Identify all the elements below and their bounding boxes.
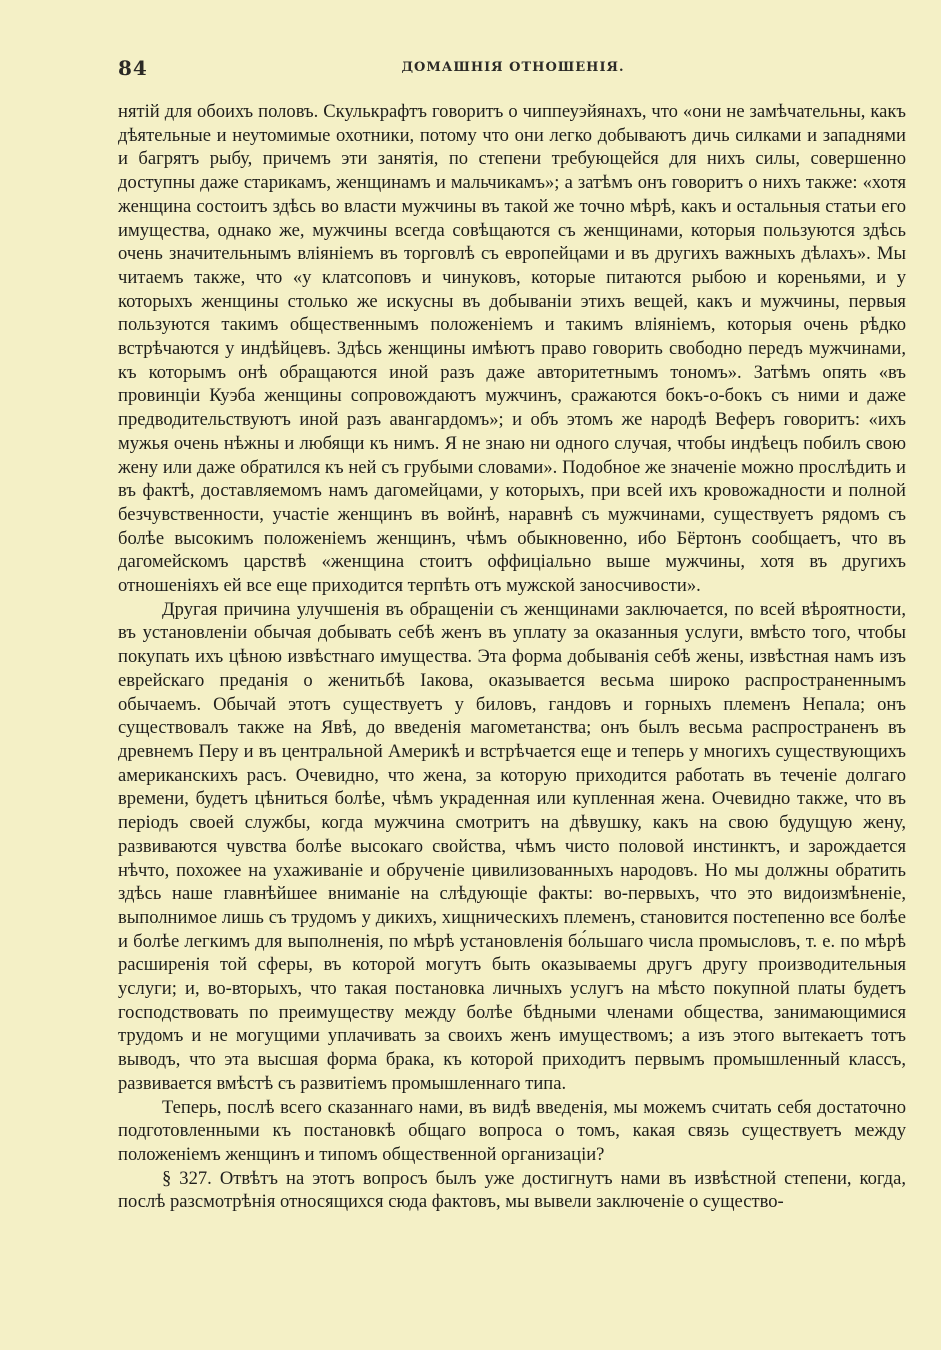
- paragraph-service-marriage: Другая причина улучшенія въ обращеніи съ женщинами заключается, по всей вѣроятности, въ установленіи обычая добывать себѣ женъ въ уплату за оказанныя услуги, вмѣсто того, чтобы покупать ихъ цѣною извѣстнаго имущества. Эта форма добыванія себѣ жены, извѣстная намъ изъ еврейскаго преданія о женитьбѣ Іакова, оказывается весьма широко распространеннымъ обычаемъ. Обычай этотъ существуетъ у биловъ, гандовъ и горныхъ племенъ Непала; онъ существовалъ также на Явѣ, до введенія магометанства; онъ былъ весьма распространенъ въ древнемъ Перу и въ центральной Америкѣ и встрѣчается еще и теперь у многихъ существующихъ американскихъ расъ. Очевидно, что жена, за которую приходится работать въ теченіе долгаго времени, будетъ цѣниться болѣе, чѣмъ украденная или купленная жена. Очевидно также, что въ періодъ своей службы, когда мужчина смотритъ на дѣвушку, какъ на свою будущую жену, развиваются чувства болѣе высокаго свойства, чѣмъ чисто половой инстинктъ, и зарождается нѣчто, похожее на ухаживаніе и обрученіе цивилизованныхъ народовъ. Но мы должны обратить здѣсь наше главнѣйшее вниманіе на слѣдующіе факты: во-первыхъ, что это видоизмѣненіе, выполнимое лишь съ трудомъ у дикихъ, хищническихъ племенъ, становится постепенно все болѣе и болѣе легкимъ для выполненія, по мѣрѣ установленія бо́льшаго числа промысловъ, т. е. по мѣрѣ расширенія той сферы, въ которой могутъ быть оказываемы другъ другу производительныя услуги; и, во-вторыхъ, что такая постановка личныхъ услугъ на мѣсто покупной платы будетъ господствовать по преимуществу между болѣе бѣдными членами общества, занимающимися трудомъ и не могущими уплачивать за своихъ женъ имуществомъ; а изъ этого вытекаетъ тотъ выводъ, что эта высшая форма брака, къ которой приходитъ первымъ промышленный классъ, развивается вмѣстѣ съ развитіемъ промышленнаго типа.: [118, 598, 906, 1094]
- page-header: [118, 56, 908, 80]
- paragraph-continuation: нятій для обоихъ половъ. Скулькрафтъ говоритъ о чиппеуэйянахъ, что «они не замѣчательны, какъ дѣятельные и неутомимые охотники, потому что они легко добываютъ дичь силками и западнями и багрятъ рыбу, причемъ эти занятія, по степени требующейся для нихъ силы, совершенно доступны даже старикамъ, женщинамъ и мальчикамъ»; а затѣмъ онъ говоритъ о нихъ также: «хотя женщина состоитъ здѣсь во власти мужчины въ такой же точно мѣрѣ, какъ и остальныя статьи его имущества, однако же, мужчины всегда совѣщаются съ женщинами, которыя пользуются здѣсь очень значительнымъ вліяніемъ въ торговлѣ съ европейцами и въ другихъ важныхъ дѣлахъ». Мы читаемъ также, что «у клатсоповъ и чинуковъ, которые питаются рыбою и кореньями, и у которыхъ женщины столько же искусны въ добываніи этихъ вещей, какъ и мужчины, первыя пользуются такимъ общественнымъ положеніемъ и такимъ вліяніемъ, которыя очень рѣдко встрѣчаются у индѣйцевъ. Здѣсь женщины имѣютъ право говорить свободно передъ мужчинами, къ которымъ онѣ обращаются иной разъ даже авторитетнымъ тономъ». Затѣмъ опять «въ провинціи Куэба женщины сопровождаютъ мужчинъ, сражаются бокъ-о-бокъ съ ними и даже предводительствуютъ иной разъ авангардомъ»; и объ этомъ же народѣ Веферъ говоритъ: «ихъ мужья очень нѣжны и любящи къ нимъ. Я не знаю ни одного случая, чтобы индѣецъ побилъ свою жену или даже обратился къ ней съ грубыми словами». Подобное же значеніе можно прослѣдить и въ фактѣ, доставляемомъ намъ дагомейцами, у которыхъ, при всей ихъ кровожадности и полной безчувственности, участіе женщинъ въ войнѣ, наравнѣ съ мужчинами, существуетъ рядомъ съ болѣе высокимъ положеніемъ женщинъ, чѣмъ обыкновенно, ибо Бёртонъ сообщаетъ, что въ дагомейскомъ царствѣ «женщина стоитъ оффиціально выше мужчины, хотя въ другихъ отношеніяхъ ей все еще приходится терпѣть отъ мужской заносчивости».: [118, 101, 906, 597]
- paragraph-question: Теперь, послѣ всего сказаннаго нами, въ видѣ введенія, мы можемъ считать себя достаточно подготовленными къ постановкѣ общаго вопроса о томъ, какая связь существуетъ между положеніемъ женщинъ и типомъ общественной организаціи?: [118, 1096, 906, 1165]
- page-number: 84: [118, 56, 148, 80]
- running-title: ДОМАШНІЯ ОТНОШЕНІЯ.: [401, 60, 625, 75]
- body-text: [118, 100, 906, 1214]
- paragraph-section-327: § 327. Отвѣтъ на этотъ вопросъ былъ уже достигнутъ нами въ извѣстной степени, когда, послѣ разсмотрѣнія относящихся сюда фактовъ, мы вывели заключеніе о существо-: [118, 1167, 906, 1213]
